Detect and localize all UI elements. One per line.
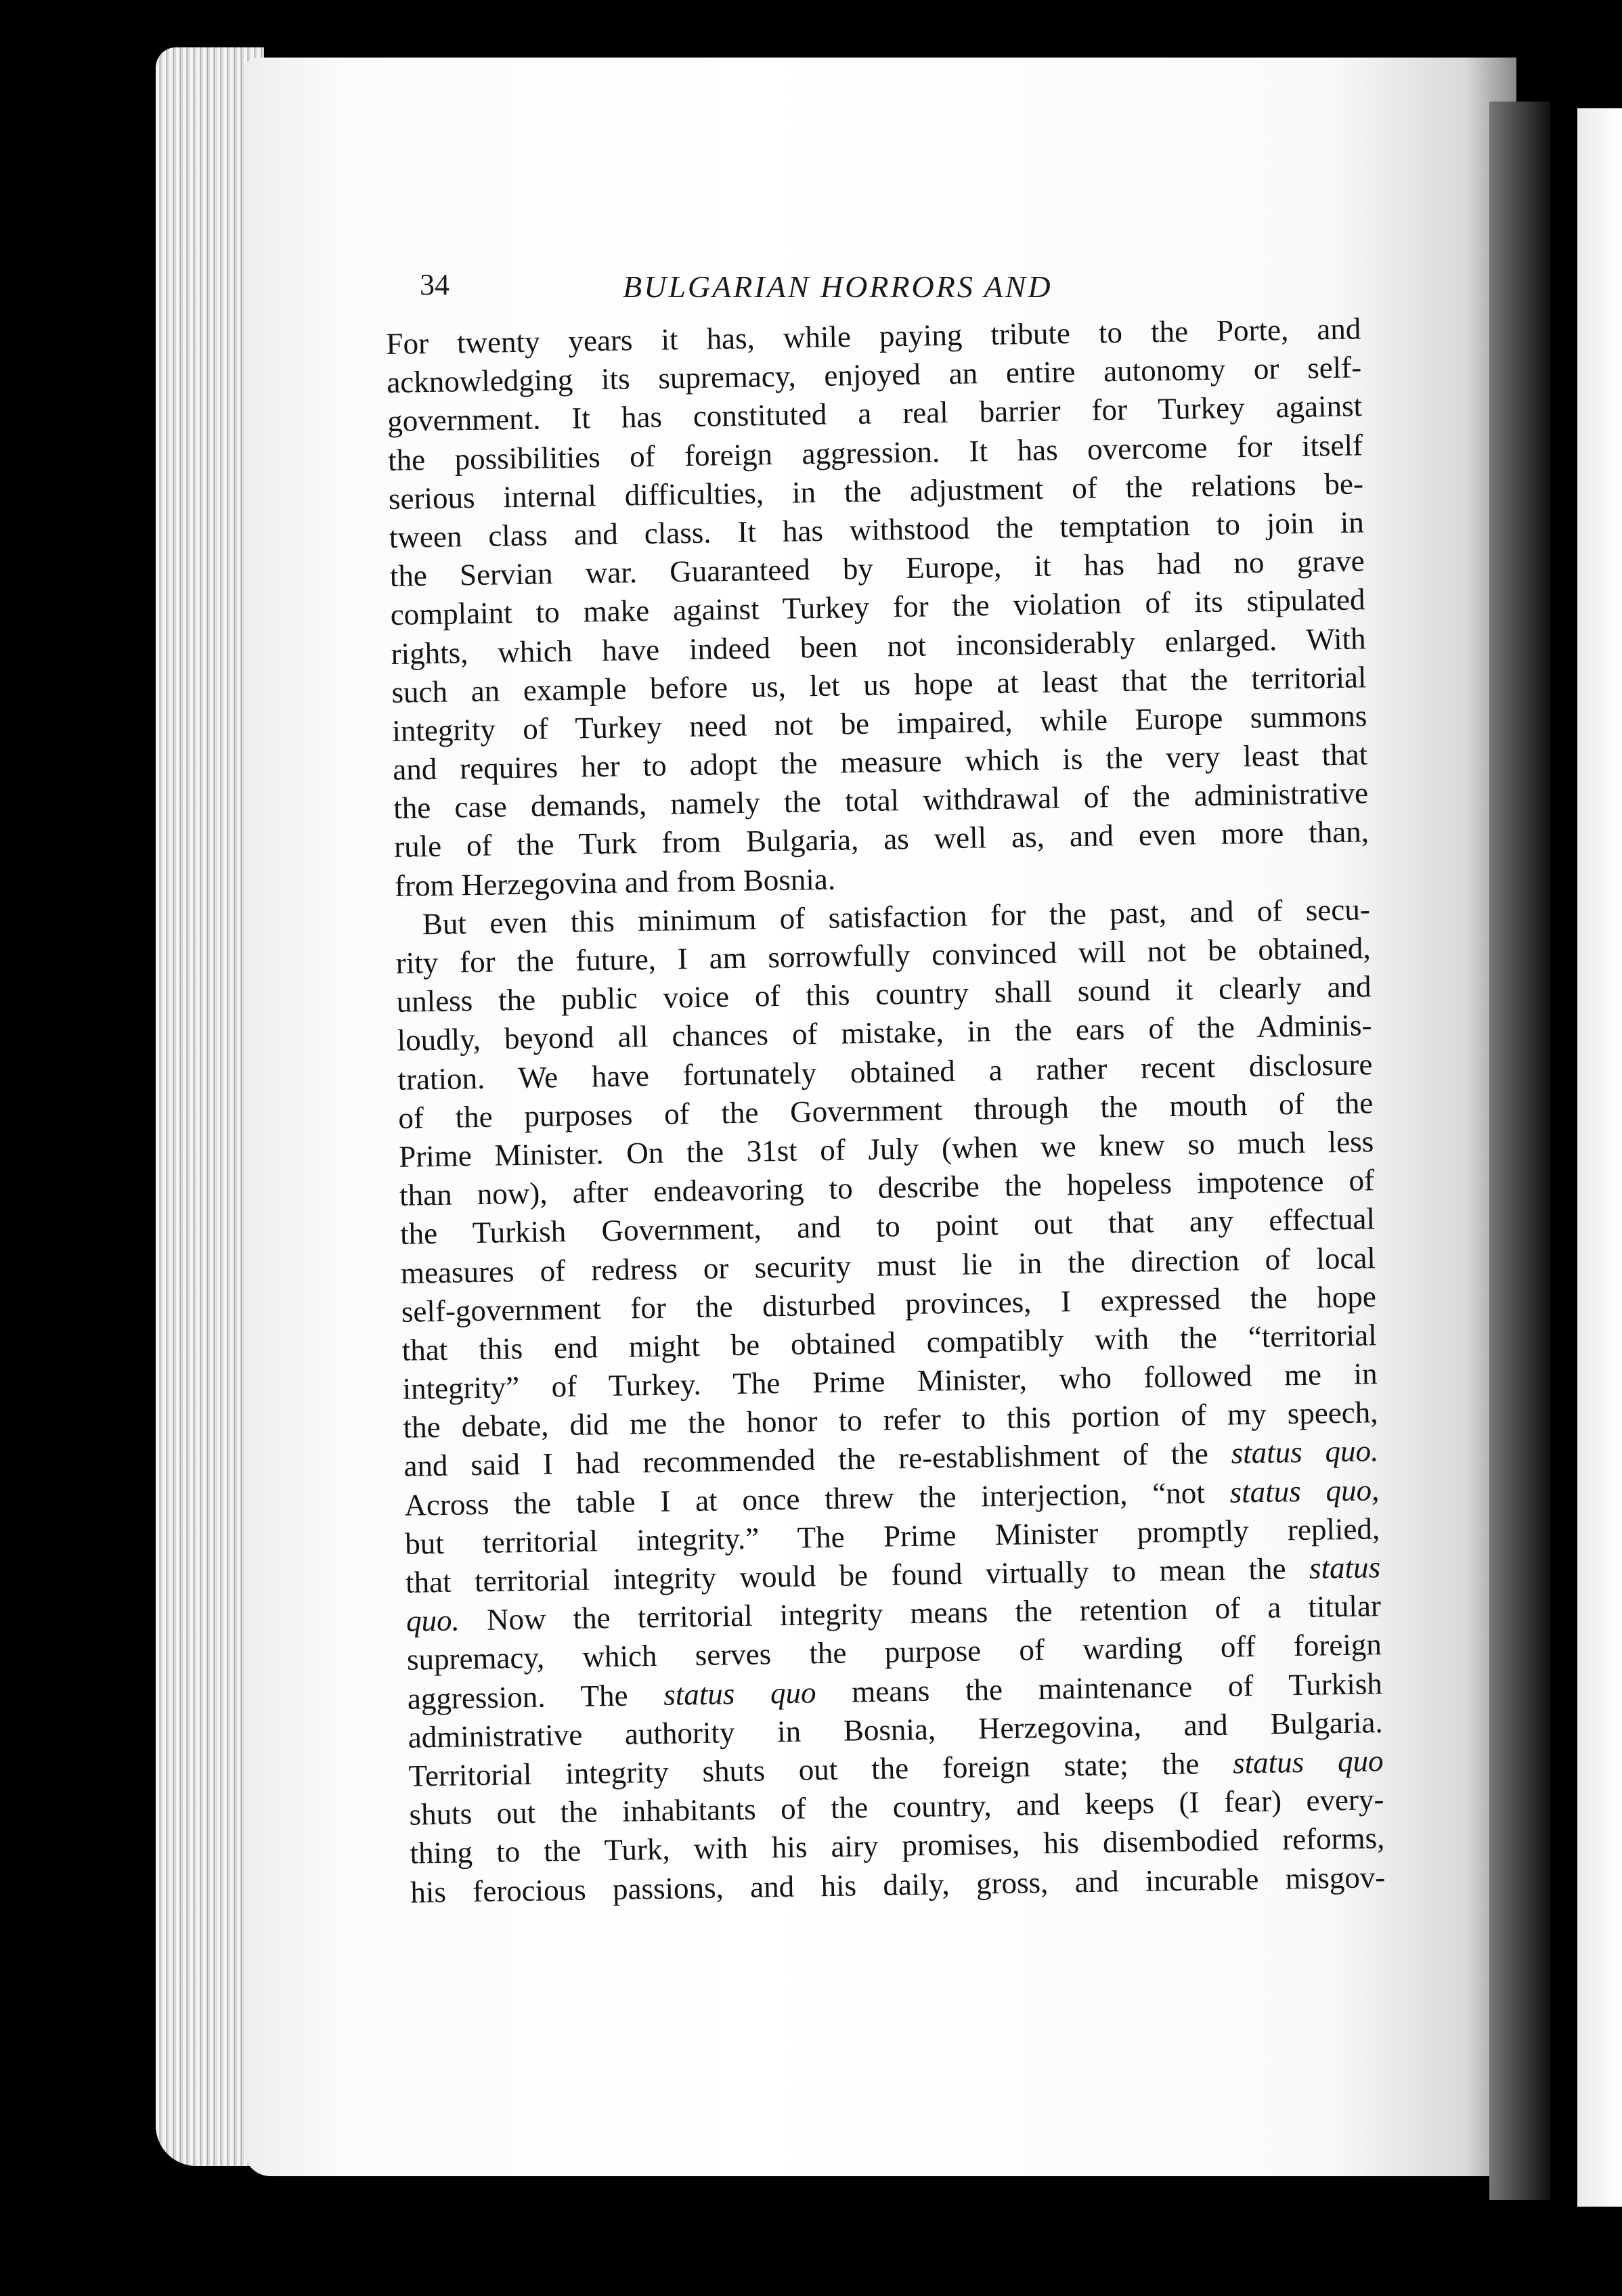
text-line: unless the public voice of this country shall sound it clearly and [396,969,1372,1019]
text-line: acknowledging its supremacy, enjoyed an entire autonomy or self- [386,350,1362,400]
text-line: but territorial integrity.” The Prime Minister promptly replied, [404,1511,1380,1561]
text-line: than now), after endeavoring to describe the hopeless impotence of [399,1163,1375,1212]
text-line: the case demands, namely the total withdrawal of the administrative [393,776,1369,826]
text-line: complaint to make against Turkey for the violation of its stipulated [390,582,1365,632]
page-number: 34 [420,268,450,301]
text-line: the Servian war. Guaranteed by Europe, it has had no grave [389,544,1365,594]
text-line: But even this minimum of satisfaction for the past, and of secu- [422,892,1371,942]
text-line: from Herzegovina and from Bosnia. [394,862,836,903]
text-line: Prime Minister. On the 31st of July (when we knew so much less [398,1124,1374,1174]
text-line: government. It has constituted a real barrier for Turkey against [387,389,1363,439]
text-line: that territorial integrity would be found virtually to mean the status [405,1550,1381,1599]
text-line: measures of redress or security must lie in the direction of local [400,1240,1376,1290]
text-line: of the purposes of the Government through the mouth of the [398,1085,1374,1135]
text-line: rule of the Turk from Bulgaria, as well as, and even more than, [393,814,1369,864]
text-line: integrity of Turkey need not be impaired, while Europe summons [392,699,1367,748]
text-line: rity for the future, I am sorrowfully convinced will not be obtained, [395,931,1372,980]
text-line: rights, which have indeed been not inconsiderably enlarged. With [391,621,1366,671]
text-line: tween class and class. It has withstood the temptation to join in [389,505,1365,554]
text-line: serious internal difficulties, in the adjustment of the relations be- [388,466,1364,516]
text-line: self-government for the disturbed provinces, I expressed the hope [401,1279,1377,1329]
body-text [386,309,1386,1912]
text-line: the debate, did me the honor to refer to this portion of my speech, [403,1395,1378,1445]
text-line: his ferocious passions, and his daily, gross, and incurable misgov- [410,1859,1386,1909]
text-line: aggression. The status quo means the maintenance of Turkish [407,1666,1383,1716]
text-line: integrity” of Turkey. The Prime Minister, who followed me in [402,1356,1378,1406]
text-line: supremacy, which serves the purpose of warding off foreign [406,1627,1382,1677]
page-gutter-shadow [1489,102,1550,2200]
text-line: For twenty years it has, while paying tribute to the Porte, and [386,311,1361,361]
running-head: BULGARIAN HORRORS AND [623,269,1053,304]
text-line: Territorial integrity shuts out the foreign state; the status quo [408,1744,1384,1793]
text-line: the Turkish Government, and to point out that any effectual [399,1201,1376,1252]
text-line: Across the table I at once threw the interjection, “not status quo, [403,1472,1380,1522]
text-line: administrative authority in Bosnia, Herzegovina, and Bulgaria. [408,1704,1383,1754]
facing-page-edge [1577,108,1622,2207]
text-line: and said I had recommended the re-establishment of the status quo. [403,1434,1379,1484]
text-line: that this end might be obtained compatibly with the “territorial [401,1318,1378,1367]
text-line: quo. Now the territorial integrity means the retention of a titular [406,1589,1382,1638]
text-line: tration. We have fortunately obtained a rather recent disclosure [397,1046,1373,1097]
text-line: loudly, beyond all chances of mistake, in the ears of the Adminis- [397,1008,1372,1058]
text-line: such an example before us, let us hope at least that the territorial [391,660,1367,709]
text-line: shuts out the inhabitants of the country, and keeps (I fear) every- [409,1782,1384,1832]
text-line: thing to the Turk, with his airy promises, his disembodied reforms, [410,1821,1385,1871]
text-line: and requires her to adopt the measure which is the very least that [392,737,1368,787]
page-header [420,267,1164,322]
text-line: the possibilities of foreign aggression. It has overcome for itself [387,427,1363,477]
